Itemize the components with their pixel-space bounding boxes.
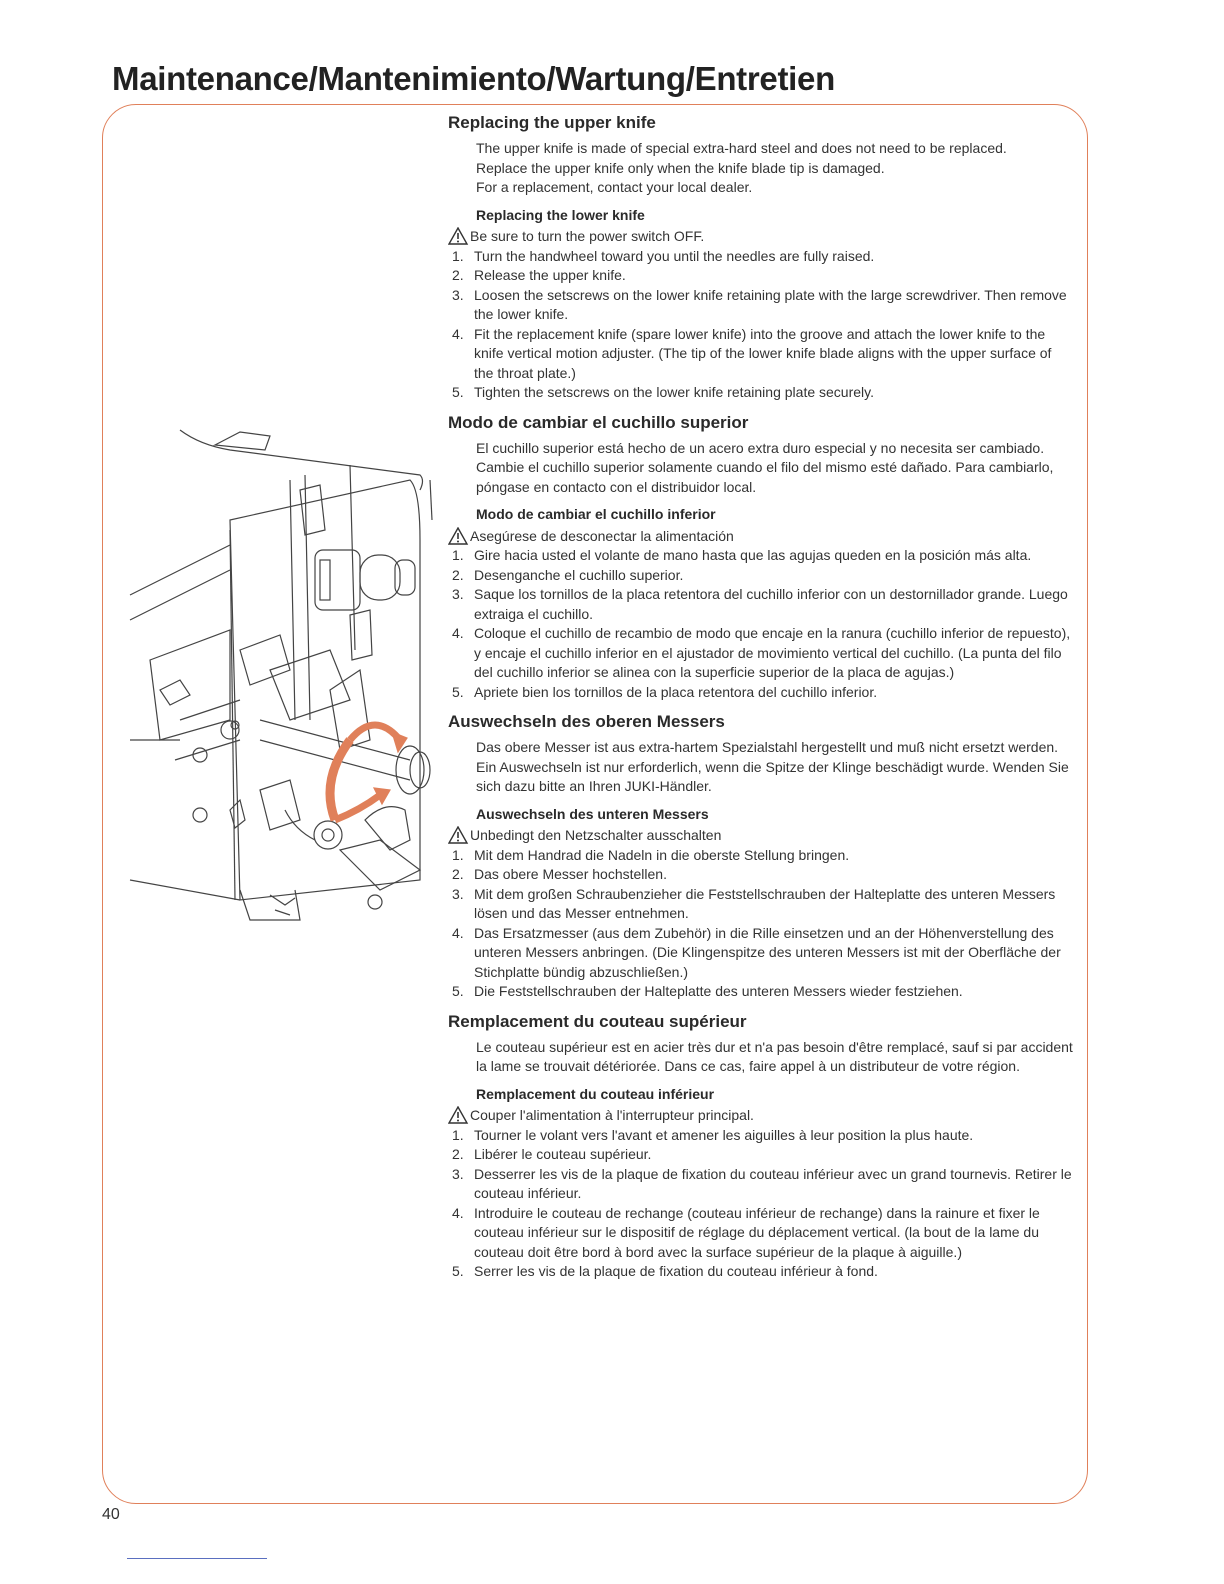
step-text: Das Ersatzmesser (aus dem Zubehör) in die Rille einsetzen und an der Höhenverstellung des unteren Messers anbringen. (Die Klingenspitze des unteren Messers ist mit der Oberfläche der Stichplatte bündig abzuschließen.) <box>474 924 1061 980</box>
step-number: 3. <box>452 586 464 602</box>
step-text: Gire hacia usted el volante de mano hasta que las agujas queden en la posición más alta. <box>474 547 1032 563</box>
warning-line <box>448 527 1073 547</box>
step-item <box>448 383 1073 403</box>
body-text: Cambie el cuchillo superior solamente cuando el filo del mismo esté dañado. Para cambiarlo, póngase en contacto con el distribuidor local. <box>476 459 1054 495</box>
warning-line <box>448 227 1073 247</box>
section-spanish <box>448 413 1073 703</box>
step-number: 3. <box>452 1165 464 1182</box>
step-number: 1. <box>452 1126 464 1143</box>
warning-triangle-icon <box>448 227 470 246</box>
sub-heading: Auswechseln des unteren Messers <box>476 805 709 822</box>
step-number: 5. <box>452 983 464 999</box>
step-item <box>448 1262 1073 1282</box>
steps-list <box>448 247 1073 403</box>
body-text: Ein Auswechseln ist nur erforderlich, wenn die Spitze der Klinge beschädigt wurde. Wenden Sie sich dazu bitte an Ihren JUKI-Händler. <box>476 758 1069 794</box>
warning-text: Unbedingt den Netzschalter ausschalten <box>470 827 722 843</box>
step-item <box>448 624 1073 683</box>
step-number: 2. <box>452 267 464 283</box>
body-text: Das obere Messer ist aus extra-hartem Spezialstahl hergestellt und muß nicht ersetzt werden. <box>476 739 1059 755</box>
step-number: 1. <box>452 247 464 264</box>
step-number: 3. <box>452 885 464 902</box>
step-number: 4. <box>452 325 464 342</box>
step-text: Mit dem Handrad die Nadeln in die oberste Stellung bringen. <box>474 846 850 863</box>
step-number: 4. <box>452 1204 464 1221</box>
step-text: Das obere Messer hochstellen. <box>474 866 667 882</box>
section-english <box>448 113 1073 403</box>
step-item <box>448 885 1073 924</box>
step-item <box>448 546 1073 566</box>
body-text: The upper knife is made of special extra-hard steel and does not need to be replaced. <box>476 140 1007 156</box>
step-number: 4. <box>452 924 464 941</box>
steps-list <box>448 1126 1073 1282</box>
section-heading: Replacing the upper knife <box>448 113 656 132</box>
page-number: 40 <box>102 1506 120 1523</box>
step-item <box>448 924 1073 983</box>
step-number: 2. <box>452 566 464 583</box>
section-heading: Remplacement du couteau supérieur <box>448 1011 747 1031</box>
step-text: Desserrer les vis de la plaque de fixation du couteau inférieur avec un grand tournevis. Retirer le couteau inférieur. <box>474 1165 1072 1201</box>
step-text: Fit the replacement knife (spare lower knife) into the groove and attach the lower knife to the knife vertical motion adjuster. (The tip of the lower knife blade aligns with the upper surface of the throat plate.) <box>474 325 1052 381</box>
steps-list <box>448 546 1073 702</box>
step-text: Saque los tornillos de la placa retentora del cuchillo inferior con un destornillador grande. Luego extraiga el cuchillo. <box>474 586 1068 622</box>
step-text: Die Feststellschrauben der Halteplatte des unteren Messers wieder festziehen. <box>474 983 963 999</box>
body-text: For a replacement, contact your local dealer. <box>476 179 753 195</box>
serger-knife-illustration <box>120 420 445 940</box>
step-item <box>448 846 1073 866</box>
step-number: 1. <box>452 547 464 563</box>
warning-text: Be sure to turn the power switch OFF. <box>470 228 705 244</box>
step-text: Serrer les vis de la plaque de fixation du couteau inférieur à fond. <box>474 1263 878 1279</box>
section-french <box>448 1012 1073 1282</box>
step-text: Desenganche el cuchillo superior. <box>474 566 684 583</box>
steps-list <box>448 846 1073 1002</box>
section-german <box>448 712 1073 1002</box>
step-item <box>448 585 1073 624</box>
step-item <box>448 286 1073 325</box>
warning-line <box>448 826 1073 846</box>
step-number: 5. <box>452 384 464 400</box>
step-number: 2. <box>452 866 464 882</box>
step-text: Libérer le couteau supérieur. <box>474 1146 652 1162</box>
section-heading: Auswechseln des oberen Messers <box>448 712 725 731</box>
sub-heading: Modo de cambiar el cuchillo inferior <box>476 506 716 522</box>
step-item <box>448 266 1073 286</box>
step-item <box>448 1126 1073 1146</box>
step-item <box>448 683 1073 703</box>
step-item <box>448 325 1073 384</box>
step-text: Mit dem großen Schraubenzieher die Feststellschrauben der Halteplatte des unteren Messers lösen und das Messer entnehmen. <box>474 885 1056 921</box>
warning-triangle-icon <box>448 527 470 546</box>
step-number: 5. <box>452 683 464 700</box>
body-text: Le couteau supérieur est en acier très dur et n'a pas besoin d'être remplacé, sauf si par accident la lame se trouvait détériorée. Dans ce cas, faire appel à un distributeur de votre région. <box>476 1038 1073 1074</box>
step-item <box>448 1165 1073 1204</box>
page-title: Maintenance/Mantenimiento/Wartung/Entretien <box>112 60 835 97</box>
warning-triangle-icon <box>448 1106 470 1125</box>
step-text: Loosen the setscrews on the lower knife retaining plate with the large screwdriver. Then remove the lower knife. <box>474 286 1067 322</box>
step-item <box>448 566 1073 586</box>
step-number: 4. <box>452 625 464 641</box>
step-text: Tighten the setscrews on the lower knife retaining plate securely. <box>474 384 874 400</box>
step-number: 3. <box>452 286 464 303</box>
step-item <box>448 247 1073 267</box>
step-number: 2. <box>452 1146 464 1162</box>
sub-heading: Remplacement du couteau inférieur <box>476 1085 715 1102</box>
body-text: Replace the upper knife only when the knife blade tip is damaged. <box>476 159 885 176</box>
step-text: Release the upper knife. <box>474 267 626 283</box>
warning-line <box>448 1106 1073 1126</box>
body-text: El cuchillo superior está hecho de un acero extra duro especial y no necesita ser cambiado. <box>476 439 1045 456</box>
step-text: Coloque el cuchillo de recambio de modo que encaje en la ranura (cuchillo inferior de repuesto), y encaje el cuchillo inferior en el ajustador de movimiento vertical del cuchillo. (La punta del filo del cuchillo inferior se alinea con la superficie superior de la placa de agujas.) <box>474 625 1071 680</box>
step-number: 1. <box>452 846 464 863</box>
section-heading: Modo de cambiar el cuchillo superior <box>448 412 749 432</box>
warning-triangle-icon <box>448 826 470 845</box>
step-item <box>448 1145 1073 1165</box>
step-item <box>448 982 1073 1002</box>
text-column <box>448 113 1073 1282</box>
step-text: Apriete bien los tornillos de la placa retentora del cuchillo inferior. <box>474 683 878 700</box>
warning-text: Asegúrese de desconectar la alimentación <box>470 527 734 544</box>
step-number: 5. <box>452 1263 464 1279</box>
warning-text: Couper l'alimentation à l'interrupteur principal. <box>470 1107 754 1123</box>
footer-rule <box>127 1558 267 1559</box>
step-text: Introduire le couteau de rechange (couteau inférieur de rechange) dans la rainure et fixer le couteau inférieur sur le dispositif de réglage du déplacement vertical. (la bout de la lame du couteau doit être bord à bord avec la surface supérieur de la plaque à aiguille.) <box>474 1204 1040 1260</box>
step-text: Tourner le volant vers l'avant et amener les aiguilles à leur position la plus haute. <box>474 1126 974 1143</box>
step-text: Turn the handwheel toward you until the needles are fully raised. <box>474 247 875 264</box>
sub-heading: Replacing the lower knife <box>476 206 645 223</box>
step-item <box>448 865 1073 885</box>
step-item <box>448 1204 1073 1263</box>
